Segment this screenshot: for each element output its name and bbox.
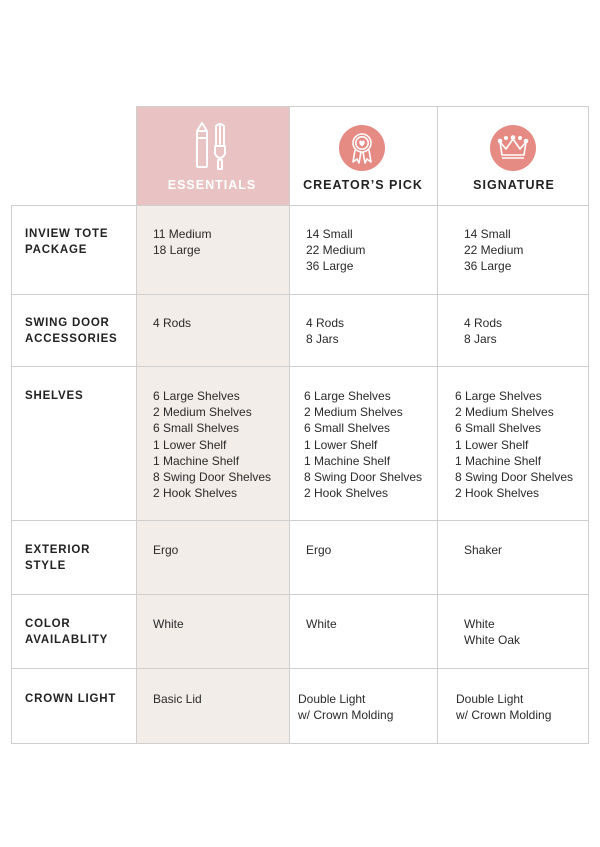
row-label-inview-tote-package: INVIEW TOTE PACKAGE <box>25 228 109 256</box>
cell-essentials-color: White <box>153 617 184 631</box>
cell-creators-pick-swing-door: 4 Rods 8 Jars <box>306 316 345 347</box>
grid-line <box>11 520 589 521</box>
cell-signature-exterior: Shaker <box>464 543 503 557</box>
grid-line <box>11 205 589 206</box>
cell-creators-pick-exterior: Ergo <box>306 543 332 557</box>
grid-line <box>11 366 589 367</box>
cell-creators-pick-crown-light: Double Light w/ Crown Molding <box>298 692 394 723</box>
cell-essentials-swing-door: 4 Rods <box>153 316 192 330</box>
row-label-shelves: SHELVES <box>25 390 84 402</box>
cell-essentials-exterior: Ergo <box>153 543 179 557</box>
row-label-color-availability: COLOR AVAILABLITY <box>25 618 109 646</box>
cell-essentials-tote: 11 Medium 18 Large <box>153 227 212 258</box>
award-ribbon-icon <box>338 124 386 172</box>
row-label-swing-door-accessories: SWING DOOR ACCESSORIES <box>25 317 118 345</box>
cell-creators-pick-color: White <box>306 617 337 631</box>
cell-creators-pick-tote: 14 Small 22 Medium 36 Large <box>306 227 366 274</box>
grid-line <box>588 106 589 744</box>
row-label-crown-light: CROWN LIGHT <box>25 693 117 705</box>
crown-icon <box>489 124 537 172</box>
column-header-essentials: ESSENTIALS <box>167 178 257 192</box>
grid-line <box>11 594 589 595</box>
grid-line <box>437 106 438 744</box>
grid-line <box>11 294 589 295</box>
grid-line <box>136 106 137 744</box>
cell-signature-shelves: 6 Large Shelves 2 Medium Shelves 6 Small Shelves 1 Lower Shelf 1 Machine Shelf 8 Swing Door Shelves 2 Hook Shelves <box>455 389 574 501</box>
cell-signature-tote: 14 Small 22 Medium 36 Large <box>464 227 524 274</box>
grid-line <box>11 668 589 669</box>
cell-signature-color: White White Oak <box>464 617 521 648</box>
grid-line <box>136 106 589 107</box>
column-header-signature: SIGNATURE <box>473 178 555 192</box>
cell-signature-swing-door: 4 Rods 8 Jars <box>464 316 503 347</box>
grid-line <box>289 106 290 744</box>
grid-line <box>11 205 12 744</box>
cell-essentials-shelves: 6 Large Shelves 2 Medium Shelves 6 Small Shelves 1 Lower Shelf 1 Machine Shelf 8 Swing Door Shelves 2 Hook Shelves <box>153 389 272 501</box>
column-header-creators-pick: CREATOR’S PICK <box>303 178 423 192</box>
grid-line <box>11 743 589 744</box>
cell-essentials-crown-light: Basic Lid <box>153 692 202 706</box>
cell-creators-pick-shelves: 6 Large Shelves 2 Medium Shelves 6 Small Shelves 1 Lower Shelf 1 Machine Shelf 8 Swing Door Shelves 2 Hook Shelves <box>304 389 423 501</box>
makeup-pencil-brush-icon <box>188 122 234 172</box>
cell-signature-crown-light: Double Light w/ Crown Molding <box>456 692 552 723</box>
row-label-exterior-style: EXTERIOR STYLE <box>25 544 91 572</box>
